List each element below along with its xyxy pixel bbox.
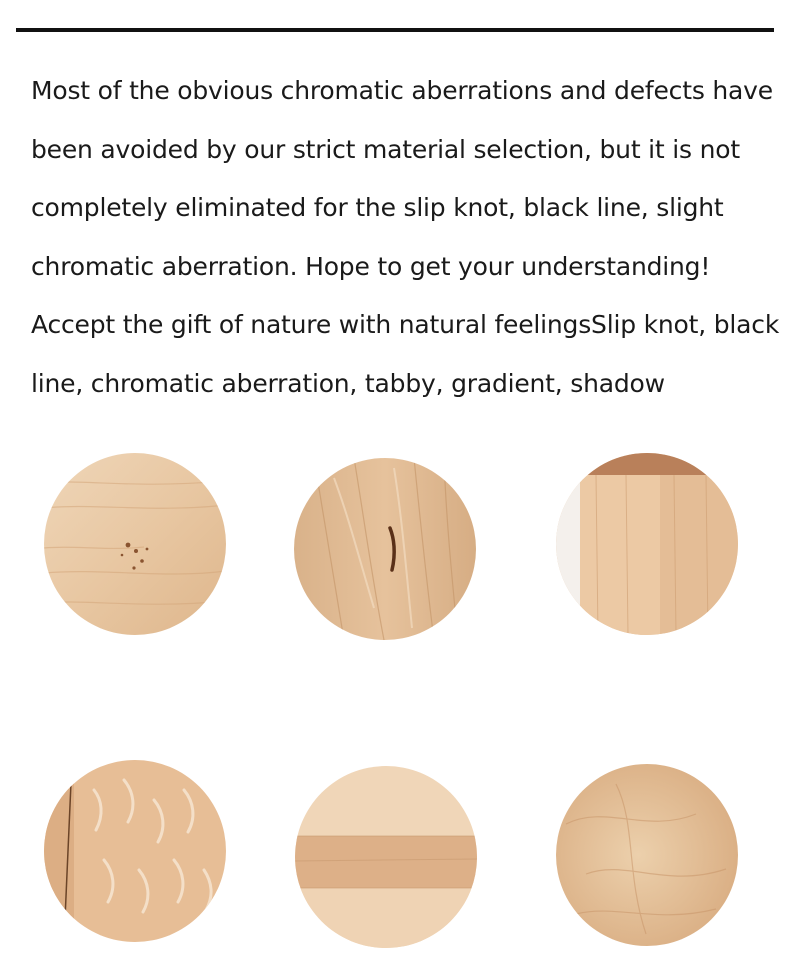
wood-sample-chromatic-aberration	[556, 453, 738, 635]
description-line: Most of the obvious chromatic aberrations and defects have	[31, 76, 773, 105]
description-line: Accept the gift of nature with natural feelingsSlip knot, black	[31, 310, 780, 339]
wood-texture-image	[294, 458, 476, 640]
wood-sample-black-line	[294, 458, 476, 640]
description-line: chromatic aberration. Hope to get your understanding!	[31, 251, 711, 281]
wood-texture-image	[295, 766, 477, 948]
wood-sample-shadow	[556, 764, 738, 946]
wood-sample-tabby	[44, 760, 226, 942]
description-text	[31, 62, 780, 413]
wood-sample-slip-knot	[44, 453, 226, 635]
description-line: been avoided by our strict material selection, but it is not	[31, 134, 740, 164]
description-line: completely eliminated for the slip knot, black line, slight	[31, 193, 724, 222]
wood-texture-image	[44, 453, 226, 635]
description-line: line, chromatic aberration, tabby, gradient, shadow	[31, 368, 665, 398]
top-divider	[16, 28, 774, 32]
wood-texture-image	[556, 764, 738, 946]
wood-sample-gradient	[295, 766, 477, 948]
wood-texture-image	[556, 453, 738, 635]
wood-texture-image	[44, 760, 226, 942]
